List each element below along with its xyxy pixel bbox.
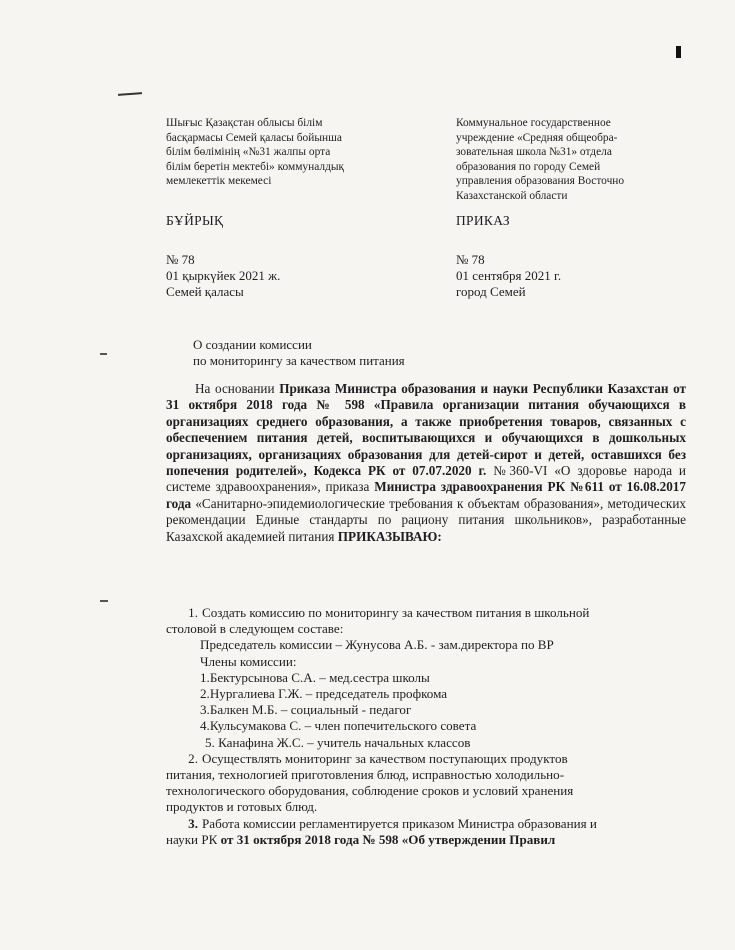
order-date: 01 қыркүйек 2021 ж. <box>166 268 281 284</box>
order-items <box>166 605 686 848</box>
item-text: Создать комиссию по мониторингу за качеством питания в школьной <box>202 605 590 620</box>
order-keyword: ПРИКАЗЫВАЮ: <box>337 528 442 544</box>
text-run: №360-VI «О здоровье народа и системе здравоохранения», приказа <box>166 463 686 495</box>
text-run: науки РК <box>166 831 221 847</box>
header-line: басқармасы Семей қаласы бойынша <box>166 131 342 144</box>
member-item: 3.Балкен М.Б. – социальный - педагог <box>200 702 412 718</box>
preamble-text <box>166 381 686 545</box>
header-line: Коммунальное государственное <box>456 117 611 129</box>
item-number: 1. <box>188 605 198 620</box>
item-text: Работа комиссии регламентируется приказом Министра образования и <box>202 815 597 831</box>
bold-run: Министра здравоохранения РК №611 от 16.08.2017 года <box>166 479 686 511</box>
bold-run: от 31 октября 2018 года № 598 «Об утверждении Правил <box>220 831 556 847</box>
scan-mark-left-2 <box>100 353 107 355</box>
header-line: зовательная школа №31» отдела <box>456 146 612 159</box>
order-city: город Семей <box>456 284 526 300</box>
header-line: білім беретін мектебі» коммуналдық <box>166 160 345 173</box>
item-text: Осуществлять мониторинг за качеством поступающих продуктов <box>202 750 568 766</box>
header-line: Шығыс Қазақстан облысы білім <box>166 117 323 129</box>
order-item-3 <box>166 816 686 848</box>
item-number: 2. <box>188 750 198 766</box>
member-item: 2.Нургалиева Г.Ж. – председатель профкома <box>200 686 448 702</box>
members-label: Члены комиссии: <box>200 653 297 669</box>
subject-line: О создании комиссии <box>193 337 312 352</box>
item-text: продуктов и готовых блюд. <box>166 799 318 815</box>
commission-chair: Председатель комиссии – Жунусова А.Б. - зам.директора по ВР <box>200 637 554 653</box>
item-text: столовой в следующем составе: <box>166 621 344 637</box>
item-text: питания, технологией приготовления блюд, исправностью холодильно- <box>166 767 565 783</box>
left-organization-header <box>166 116 416 189</box>
member-item: 4.Кульсумакова С. – член попечительского совета <box>200 718 477 734</box>
text-run: «Санитарно-эпидемиологические требования к объектам образования», методических рекомендации Единые стандарты по рациону питания школьников», разработанные Казахской академией питания <box>166 495 686 544</box>
order-item-2 <box>166 751 686 816</box>
item-number: 3. <box>188 815 198 831</box>
order-title-russian: ПРИКАЗ <box>456 213 510 228</box>
order-title-kazakh: БҰЙРЫҚ <box>166 213 224 228</box>
order-date: 01 сентября 2021 г. <box>456 268 562 284</box>
order-meta-kazakh <box>166 252 280 301</box>
order-item-1 <box>166 605 686 751</box>
scan-mark-top-right <box>676 46 681 58</box>
header-line: образования по городу Семей <box>456 160 601 173</box>
scan-mark-left-1 <box>118 92 142 95</box>
item-text: технологического оборудования, соблюдение сроков и условий хранения <box>166 783 574 799</box>
order-subject <box>193 337 405 369</box>
header-line: Казахстанской области <box>456 189 568 202</box>
header-line: мемлекеттік мекемесі <box>166 175 272 188</box>
header-line: білім бөлімінің «№31 жалпы орта <box>166 146 331 159</box>
order-meta-russian <box>456 252 561 301</box>
order-number: № 78 <box>456 252 485 267</box>
member-item: 1.Бектурсынова С.А. – мед.сестра школы <box>200 669 430 685</box>
text-run: На основании <box>195 381 280 396</box>
scan-mark-left-3 <box>100 600 108 602</box>
item-text-line <box>166 832 686 848</box>
header-line: управления образования Восточно <box>456 175 625 188</box>
subject-line: по мониторингу за качеством питания <box>193 353 405 368</box>
order-number: № 78 <box>166 252 195 267</box>
header-line: учреждение «Средняя общеобра- <box>456 131 618 144</box>
member-item: 5. Канафина Ж.С. – учитель начальных классов <box>205 734 471 750</box>
right-organization-header <box>456 116 706 204</box>
preamble-paragraph <box>166 381 686 545</box>
bold-run: Приказа Министра образования и науки Республики Казахстан от 31 октября 2018 года № 598 «Правила организации питания обучающихся в организациях среднего образования, а также приобретения товаров, связанных с обеспечением питания детей, воспитывающихся и обучающихся в дошкольных организациях, организациях образования для детей-сирот и детей, оставшихся без попечения родителей», Кодекса РК от 07.07.2020 г. <box>166 381 686 479</box>
order-city: Семей қаласы <box>166 284 244 300</box>
